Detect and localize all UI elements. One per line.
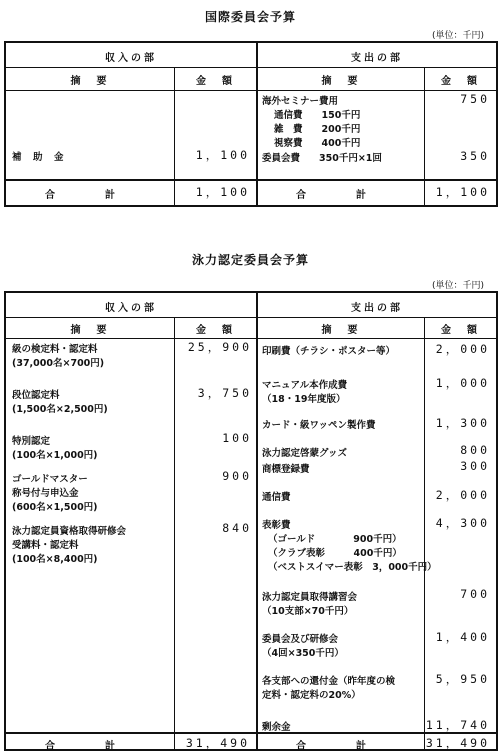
exp-item-4-line-0: 商標登録費 [262, 464, 310, 475]
table1-expense-total-label: 合 計 [296, 190, 386, 201]
exp-item-10-amount: 11，740 [425, 718, 490, 732]
inc-item-2-line-1: (100名×1,000円) [12, 450, 98, 461]
table2-expense-col-desc: 摘 要 [321, 325, 361, 336]
exp-item-6-amount: 4，300 [435, 516, 490, 530]
exp-item-6-line-2: （クラブ表彰 400千円） [268, 548, 402, 559]
table2-expense-total: 31，490 [425, 736, 490, 750]
table1-expense-col-amount: 金 額 [441, 76, 480, 87]
table1-exp-line-3: 視察費 400千円 [274, 138, 361, 149]
table2-income-col-amount: 金 額 [196, 325, 235, 336]
table1-exp-line-4: 委員会費 350千円×1回 [262, 153, 382, 164]
exp-item-9-line-0: 各支部への還付金（昨年度の検 [262, 676, 396, 687]
table1-income-item: 補 助 金 [12, 152, 65, 163]
table2-expense-header: 支出の部 [351, 303, 403, 314]
inc-item-4-line-2: (100名×8,400円) [12, 554, 98, 565]
exp-item-2-line-0: カード・級ワッペン製作費 [262, 420, 376, 431]
exp-item-0-amount: 2，000 [435, 342, 490, 356]
exp-item-6-line-3: （ベストスイマー表彰 3，000千円） [268, 562, 437, 573]
exp-item-8-line-1: （4回×350千円） [262, 648, 344, 659]
exp-item-10-line-0: 剰余金 [262, 722, 291, 733]
table2-expense-total-label: 合 計 [296, 741, 386, 752]
table1-exp-line-0: 海外セミナー費用 [262, 96, 339, 107]
table2-income-total: 31，490 [185, 736, 250, 750]
table2-income-total-label: 合 計 [45, 741, 135, 752]
inc-item-1-line-0: 段位認定料 [12, 390, 60, 401]
exp-item-8-amount: 1，400 [435, 630, 490, 644]
table2-income-header: 収入の部 [105, 303, 157, 314]
table1-exp-amount-seminar: 750 [460, 92, 490, 106]
table1-expense-col-desc: 摘 要 [321, 76, 361, 87]
table1-exp-line-1: 通信費 150千円 [274, 110, 361, 121]
inc-item-4-line-0: 泳力認定員資格取得研修会 [12, 526, 127, 537]
table1-income-amount: 1，100 [195, 148, 250, 162]
exp-item-5-line-0: 通信費 [262, 492, 291, 503]
inc-item-2-amount: 100 [222, 431, 252, 445]
inc-item-0-line-1: (37,000名×700円) [12, 358, 105, 369]
table1-exp-line-2: 雑 費 200千円 [274, 124, 361, 135]
exp-item-1-line-0: マニュアル本作成費 [262, 380, 348, 391]
table1-income-total: 1，100 [195, 185, 250, 199]
exp-item-0-line-0: 印刷費（チラシ・ポスター等） [262, 346, 396, 357]
exp-item-7-amount: 700 [460, 587, 490, 601]
inc-item-3-line-2: (600名×1,500円) [12, 502, 98, 513]
table1-expense-header: 支出の部 [351, 53, 403, 64]
exp-item-3-line-0: 泳力認定啓蒙グッズ [262, 448, 348, 459]
table2-income-col-desc: 摘 要 [70, 325, 110, 336]
table2-unit: (単位：千円) [432, 281, 485, 291]
exp-item-7-line-1: （10支部×70千円） [262, 606, 354, 617]
table1-income-col-desc: 摘 要 [70, 76, 110, 87]
exp-item-6-line-0: 表彰費 [262, 520, 291, 531]
exp-item-9-amount: 5，950 [435, 672, 490, 686]
table1-expense-total: 1，100 [435, 185, 490, 199]
inc-item-1-amount: 3，750 [197, 386, 252, 400]
exp-item-4-amount: 300 [460, 459, 490, 473]
inc-item-0-line-0: 級の検定料・認定料 [12, 344, 98, 355]
exp-item-2-amount: 1，300 [435, 416, 490, 430]
table1-income-header: 収入の部 [105, 53, 157, 64]
inc-item-2-line-0: 特別認定 [12, 436, 51, 447]
table2-expense-col-amount: 金 額 [441, 325, 480, 336]
inc-item-4-line-1: 受講料・認定料 [12, 540, 79, 551]
table1-title: 国際委員会予算 [205, 10, 297, 24]
exp-item-8-line-0: 委員会及び研修会 [262, 634, 339, 645]
inc-item-1-line-1: (1,500名×2,500円) [12, 404, 108, 415]
inc-item-3-line-0: ゴールドマスター [12, 474, 88, 485]
exp-item-3-amount: 800 [460, 443, 490, 457]
inc-item-3-line-1: 称号付与申込金 [12, 488, 79, 499]
table1-unit: (単位：千円) [432, 31, 485, 41]
exp-item-1-amount: 1，000 [435, 376, 490, 390]
table1-income-col-amount: 金 額 [196, 76, 235, 87]
table1 [4, 41, 498, 207]
inc-item-4-amount: 840 [222, 521, 252, 535]
exp-item-7-line-0: 泳力認定員取得講習会 [262, 592, 358, 603]
table1-exp-amount-committee: 350 [460, 149, 490, 163]
table2 [4, 291, 498, 751]
inc-item-0-amount: 25，900 [187, 340, 252, 354]
table2-title: 泳力認定委員会予算 [192, 253, 310, 267]
exp-item-9-line-1: 定料・認定料の20%） [262, 690, 361, 701]
inc-item-3-amount: 900 [222, 469, 252, 483]
exp-item-6-line-1: （ゴールド 900千円） [268, 534, 402, 545]
exp-item-5-amount: 2，000 [435, 488, 490, 502]
table1-income-total-label: 合 計 [45, 190, 135, 201]
exp-item-1-line-1: （18・19年度版） [262, 394, 346, 405]
